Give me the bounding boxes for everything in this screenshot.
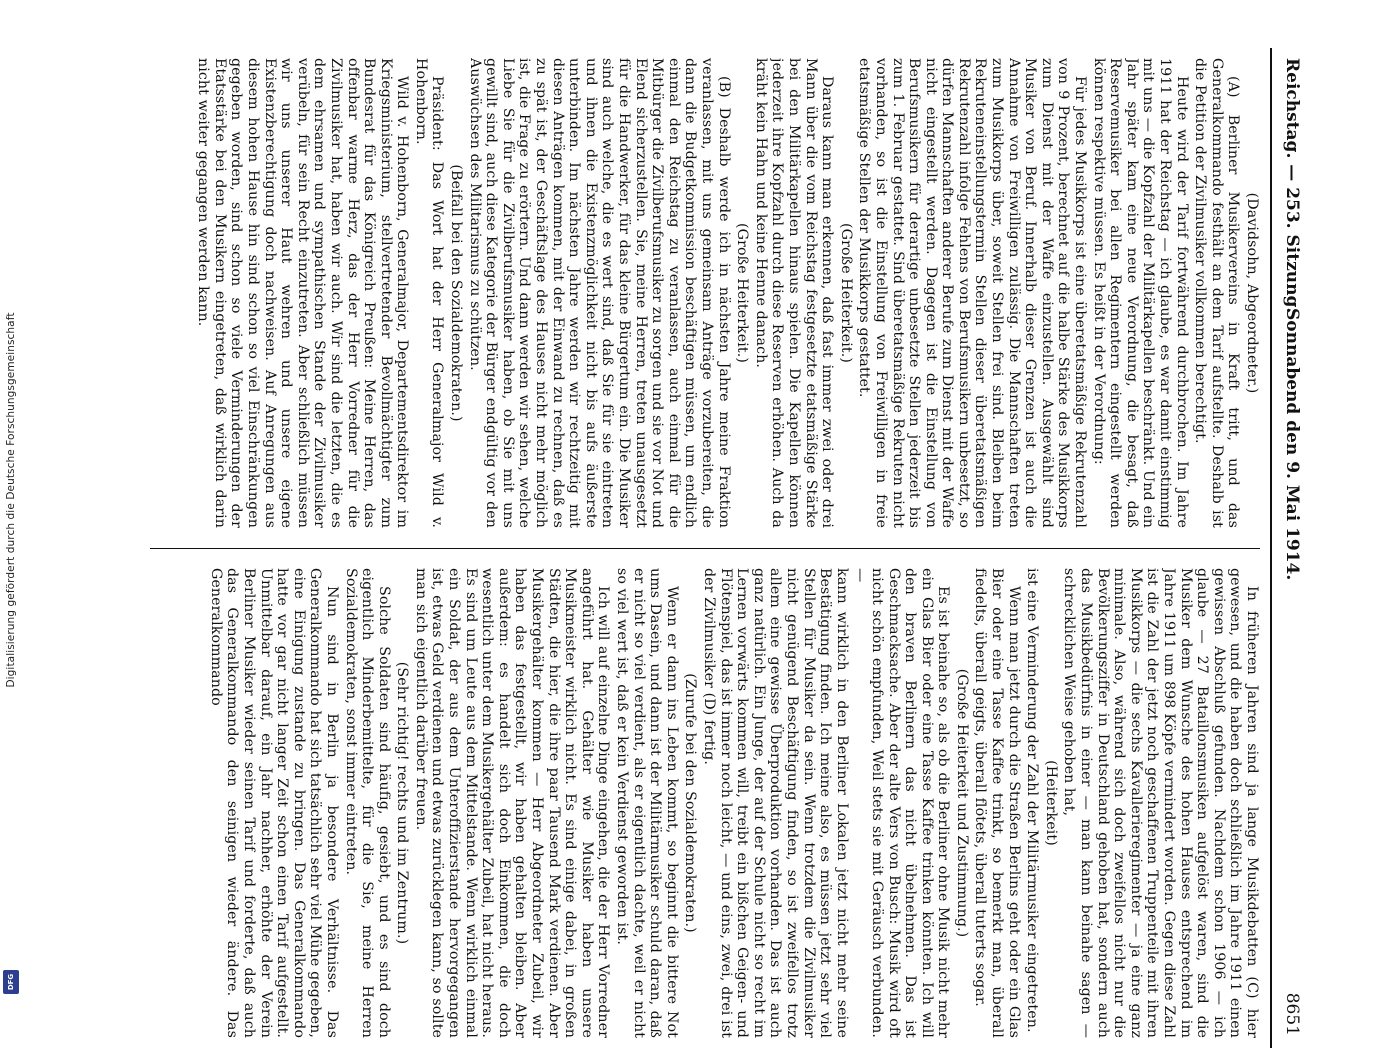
interjection: (Große Heiterkeit und Zustimmung.) (953, 668, 970, 938)
paragraph: Wenn er dann ins Leben kommt, so beginnt die bittere Not ums Dasein, und dann ist der Militärmusiker schuld daran, daß er nicht so viel verdient, als er eigentlich dachte, weil er nicht so viel wert ist, daß er kein Verdienst geworden ist. (614, 568, 680, 1038)
digitization-credit: Digitalisierung gefördert durch die Deutsche Forschungsgemeinschaft (5, 312, 17, 688)
interjection: (Sehr richtig! rechts und im Zentrum.) (394, 661, 411, 945)
document-page (92, 48, 1312, 1048)
header-date: Sonnabend den 9. Mai 1914. (1282, 308, 1302, 581)
speech-paragraph: Wild v. Hohenborn, Generalmajor, Departementsdirektor im Kriegsministerium, stellvertretender Bevollmächtigter zum Bundesrat für das Königreich Preußen: Meine Herren, das offenbar warme Herz, das der Herr Vorredner für die Zivilmusiker hat, haben wir auch. Wir sind die letzten, die es dem ehrsamen und sympathischen Stande der Zivilmusiker verübeln, für sein Recht einzutreten. Aber schließlich müssen wir uns unserer Haut wehren und unsere eigene Existenzberechtigung doch nachweisen. Auf Anregungen aus diesem hohen Hause hin sind schon so viel Einschränkungen gegeben worden, sind schon so viele Verminderungen der Etatsstärke bei den Musikern eingetreten, daß wirklich darin nicht weiter gegangen werden kann. (195, 58, 411, 528)
dfg-logo-text: DFG (7, 973, 15, 991)
quoted-paragraph: Für jedes Musikkorps ist eine überetatsmäßige Rekrutenzahl von 9 Prozent, berechnet auf die halbe Stärke des Musikkorps zum Dienst mit der Waffe einzustellen. Ausgewählt sind Musiker von Beruf. Innerhalb dieser Grenzen ist auch die Annahme von Freiwilligen zulässig. Die Mannschaften treten zum Musikkorps über, soweit Stellen frei sind. Bleiben beim Rekruteneinstellungstermin Stellen dieser überetatsmäßigen Rekrutenzahl infolge Fehlens von Berufsmusikern unbesetzt, so dürfen Mannschaften anderer Berufe zum Dienst mit der Waffe nicht eingestellt werden. Dagegen ist die Einstellung von Berufsmusikern für derartige unbesetzte Stellen jederzeit bis zum 1. Februar gestattet. Sind überetatsmäßige Rekruten nicht vorhanden, so ist die Einstellung von Freiwilligen in freie etatsmäßige Stellen der Musikkorps gestattet. (856, 58, 1089, 528)
left-column (110, 58, 1260, 528)
interjection: (Beifall bei den Sozialdemokraten.) (448, 164, 465, 422)
right-column (110, 568, 1260, 1038)
paragraph: (B) Deshalb werde ich in nächsten Jahre meine Fraktion veranlassen, mit uns gemeinsam Anträge vorzubereiten, die dann die Budgetkommission beschäftigen müssen, um endlich einmal den Reichstag zu veranlassen, auch einmal für die Mitbürger die Zivilberufsmusiker zu sorgen und sie vor Not und Elend sicherzustellen. Sie, meine Herren, treten unausgesetzt für die Handwerker, für das kleine Bürgertum ein. Die Musiker sind auch welche, die es wert sind, daß Sie für sie eintreten und ihnen die Existenzmöglichkeit nicht bis aufs äußerste unterbinden. Im nächsten Jahre werden wir rechtzeitig mit diesen Anträgen kommen, mit der Einwand zu rechnen, daß es zu spät ist, der Geschäftslage des Hauses nicht mehr möglich ist, die Frage zu erörtern. Und dann werden wir sehen, welche Liebe Sie für die Zivilberufsmusiker haben, ob Sie mit uns gewillt sind, auch diese Kategorie der Bürger endgültig vor den Auswüchsen des Militarismus zu schützen. (466, 58, 732, 528)
interjection: (Zurufe bei den Sozialdemokraten.) (682, 673, 699, 933)
sidebar (0, 0, 22, 1000)
paragraph: ist eine Verminderung der Zahl der Militärmusiker eingetreten. (1024, 568, 1041, 1033)
paragraph: kann wirklich in den Berliner Lokalen jetzt nicht mehr seine Bestätigung finden. Ich meine also, es müssen jetzt sehr viel Stellen für Musiker da sein. Wenn trotzdem die Zivilmusiker nicht genügend Beschäftigung finden, so ist zweifellos trotz allem eine gewisse Überproduktion vorhanden. Das ist auch ganz natürlich. Ein Junge, der auf der Schule nicht so recht im Lernen vorwärts kommen will, treibt ein bißchen Geigen- und Flötenspiel, das ist immer noch leicht, — und eins, zwei, drei ist der Zivilmusiker (D) fertig. (701, 568, 850, 1038)
page-number: 8651 (1282, 992, 1302, 1036)
paragraph: Heute wird der Tarif fortwährend durchbrochen. Im Jahre 1911 hat der Reichstag — ich glaube, es war damit einstimmig mit uns — die Kopfzahl der Militärkapellen beschränkt. Und ein Jahr später kam eine neue Verordnung, die besagt, daß Reservemusiker bei allen Regimentern eingestellt werden können respektive müssen. Es heißt in der Verordnung: (1090, 58, 1190, 528)
paragraph: Ich will auf einzelne Dinge eingehen, die der Herr Vorredner angeführt hat. Gehälter wie Musiker haben unsere Musikmeister wirklich nicht. Es sind einige dabei, in großen Städten, die hier, die ihre paar Tausend Mark verdienen. Aber Musikergehälter kommen — Herr Abgeordneter Zubeil, wir haben das festgestellt, wir haben gehalten bleiben. Aber außerdem: es handelt sich doch Einkommen, die doch wesentlich unter dem Musikergehälter Zubeil, hat nicht heraus. Es sind um Leute aus dem Mittelstande. Wenn wirklich einmal ein Soldat, der aus dem Unteroffizierstande hervorgegangen ist, etwas Geld verdienen und etwas zurücklegen kann, so sollte man sich eigentlich darüber freuen. (412, 568, 612, 1038)
page-header (1270, 48, 1312, 1048)
interjection: (Große Heiterkeit.) (837, 223, 854, 363)
column-divider (150, 548, 1260, 549)
speaker-note: (Davidsohn, Abgeordneter.) (1244, 192, 1260, 394)
paragraph: Nun sind in Berlin ja besondere Verhältnisse. Das Generalkommando hat sich tatsächlich sehr viel Mühe gegeben, eine Einigung zustande zu bringen. Das Generalkommando hatte vor gar nicht langer Zeit schon einen Tarif aufgestellt. Unmittelbar darauf, ein Jahr nachher, erhöhte der Verein Berliner Musiker wieder seinen Tarif und forderte, daß auch das Generalkommando den seinigen wieder ändere. Das Generalkommando (207, 568, 340, 1038)
header-session: Reichstag. — 253. Sitzung. (1282, 58, 1302, 314)
paragraph: Daraus kann man erkennen, daß fast immer zwei oder drei Mann über die vom Reichstag festgesetzte etatsmäßige Stärke bei den Militärkapellen hinaus spielen. Die Kapellen können jederzeit ihre Kopfzahl durch diese Reserven erhöhen. Auch da kräht kein Hahn und keine Henne danach. (752, 58, 836, 528)
paragraph: In früheren Jahren sind ja lange Musikdebatten (C) hier gewesen, und die haben doch schließlich im Jahre 1911 einen gewissen Abschluß gefunden. Nachdem schon 1906 — ich glaube — 27 Bataillonsmusiken aufgelöst waren, sind die Musiker dem Wunsche des hohen Hauses entsprechend im Jahre 1911 um 898 Köpfe vermindert worden. Gegen diese Zahl ist die Zahl der jetzt noch geschaffenen Truppenteile mit ihren Musikkorps — die sechs Kavallerieregimenter — ja eine ganz minimale. Also, während sich doch zweifellos nicht nur die Bevölkerungsziffer in Deutschland gehoben hat, sondern auch das Musikbedürfnis in einer — man kann beinahe sagen — schrecklichen Weise gehoben hat, (1061, 568, 1260, 1038)
interjection: (Heiterkeit) (1042, 760, 1059, 846)
paragraph: Solche Soldaten sind häufig, gesiebt, und es sind doch eigentlich Minderbemittelte, für die Sie, meine Herren Sozialdemokraten, sonst immer eintreten. (342, 568, 392, 1038)
interjection: (Große Heiterkeit.) (734, 223, 751, 363)
paragraph: (A) Berliner Musikervereins in Kraft tritt, und das Generalkommando festhält an dem Tarif aufstellte. Deshalb ist die Petition der Zivilmusiker vollkommen berechtigt. (1192, 58, 1242, 528)
paragraph: Es ist beinahe so, als ob die Berliner ohne Musik nicht mehr ein Glas Bier oder eine Tasse Kaffee trinken könnten. Ich will den braven Berlinern das nicht übelnehmen. Das ist Geschmacksache. Aber der alte Vers von Busch: Musik wird oft nicht schön empfunden, Weil stets sie mit Geräusch verbunden. — (852, 568, 952, 1038)
president-statement: Präsident: Das Wort hat der Herr Generalmajor Wild v. Hohenborn. (412, 58, 446, 528)
dfg-logo-icon (3, 970, 19, 994)
paragraph: Wenn man jetzt durch die Straßen Berlins geht oder ein Glas Bier oder eine Tasse Kaffee trinkt, so bemerkt man, überall fiedelts, überall geigts, überall flötets, überall tuterts sogar. (972, 568, 1022, 1038)
